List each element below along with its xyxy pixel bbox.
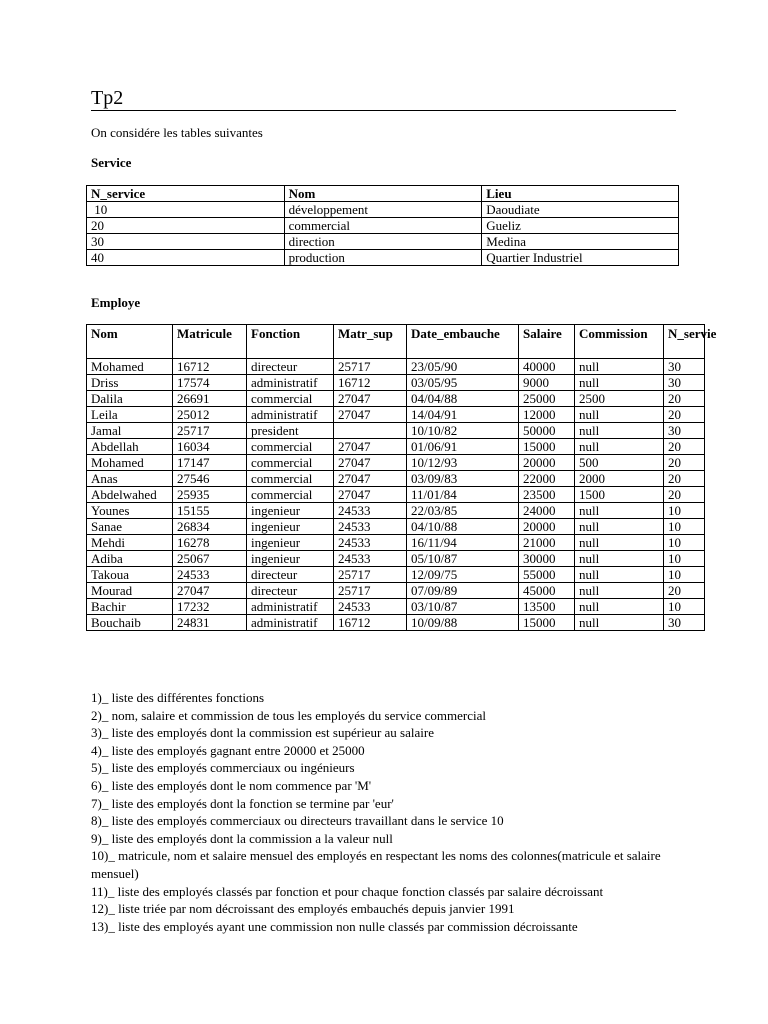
table-cell: 07/09/89: [407, 583, 519, 599]
table-cell: [334, 423, 407, 439]
table-row: [87, 250, 679, 266]
table-cell: 12000: [519, 407, 575, 423]
table-cell: null: [575, 519, 664, 535]
table-cell: 11/01/84: [407, 487, 519, 503]
table-cell: Younes: [87, 503, 173, 519]
table-cell: 20: [664, 407, 705, 423]
list-item: 1)_ liste des différentes fonctions: [91, 690, 265, 705]
table-cell: 20: [664, 471, 705, 487]
table-cell: 16278: [173, 535, 247, 551]
table-row: [87, 234, 679, 250]
table-cell: 16712: [173, 359, 247, 375]
table-cell: Bachir: [87, 599, 173, 615]
table-row: [87, 487, 705, 503]
table-cell: 13500: [519, 599, 575, 615]
table-cell: commercial: [247, 391, 334, 407]
table-cell: null: [575, 375, 664, 391]
table-cell: Daoudiate: [482, 202, 679, 218]
table-cell: 20000: [519, 455, 575, 471]
table-cell: 27047: [334, 439, 407, 455]
service-col-header: Lieu: [482, 186, 679, 202]
table-cell: 10: [664, 599, 705, 615]
table-cell: Mehdi: [87, 535, 173, 551]
table-row: [87, 439, 705, 455]
table-cell: 20: [664, 391, 705, 407]
table-cell: president: [247, 423, 334, 439]
table-cell: 03/05/95: [407, 375, 519, 391]
table-cell: ingenieur: [247, 535, 334, 551]
employe-header-row: [87, 325, 705, 359]
table-cell: null: [575, 423, 664, 439]
table-cell: ingenieur: [247, 503, 334, 519]
table-cell: Takoua: [87, 567, 173, 583]
table-cell: 15155: [173, 503, 247, 519]
table-cell: administratif: [247, 375, 334, 391]
table-cell: Leila: [87, 407, 173, 423]
table-cell: 10/10/82: [407, 423, 519, 439]
table-cell: directeur: [247, 567, 334, 583]
table-cell: 10: [664, 535, 705, 551]
table-row: [87, 503, 705, 519]
table-cell: commercial: [284, 218, 482, 234]
table-cell: 15000: [519, 439, 575, 455]
table-cell: 24831: [173, 615, 247, 631]
list-item: 6)_ liste des employés dont le nom commence par 'M': [91, 777, 372, 793]
table-cell: 20: [664, 583, 705, 599]
table-cell: 17574: [173, 375, 247, 391]
employe-col-header: Fonction: [247, 325, 334, 359]
table-row: [87, 391, 705, 407]
table-cell: direction: [284, 234, 482, 250]
table-row: [87, 551, 705, 567]
table-cell: 04/04/88: [407, 391, 519, 407]
table-cell: 55000: [519, 567, 575, 583]
table-cell: commercial: [247, 455, 334, 471]
table-cell: ingenieur: [247, 551, 334, 567]
employe-table: [86, 324, 717, 631]
table-cell: 10/12/93: [407, 455, 519, 471]
employe-col-header: Matr_sup: [334, 325, 407, 359]
table-cell: Medina: [482, 234, 679, 250]
table-cell: administratif: [247, 407, 334, 423]
table-cell: 24533: [334, 535, 407, 551]
table-cell: 25717: [334, 583, 407, 599]
table-cell: 10: [664, 551, 705, 567]
list-item: 13)_ liste des employés ayant une commission non nulle classés par commission décroissante: [91, 918, 578, 934]
table-row: [87, 455, 705, 471]
table-cell: Gueliz: [482, 218, 679, 234]
table-cell: commercial: [247, 487, 334, 503]
table-cell: 25000: [519, 391, 575, 407]
service-header-row: [87, 186, 679, 202]
intro-text: On considére les tables suivantes: [91, 125, 263, 140]
table-cell: 45000: [519, 583, 575, 599]
table-cell: Mohamed: [87, 359, 173, 375]
table-cell: 20: [664, 487, 705, 503]
table-cell: 17232: [173, 599, 247, 615]
table-row: [87, 375, 705, 391]
table-cell: Abdellah: [87, 439, 173, 455]
table-cell: null: [575, 407, 664, 423]
table-cell: 20: [664, 439, 705, 455]
table-cell: 27546: [173, 471, 247, 487]
table-cell: null: [575, 439, 664, 455]
table-cell: ingenieur: [247, 519, 334, 535]
table-cell: Adiba: [87, 551, 173, 567]
table-cell: Mohamed: [87, 455, 173, 471]
table-cell: 27047: [334, 487, 407, 503]
table-cell: 23500: [519, 487, 575, 503]
table-cell: 03/10/87: [407, 599, 519, 615]
table-cell: Dalila: [87, 391, 173, 407]
table-cell: 40000: [519, 359, 575, 375]
table-cell: 25717: [173, 423, 247, 439]
table-cell: directeur: [247, 359, 334, 375]
table-cell: 500: [575, 455, 664, 471]
table-row: [87, 407, 705, 423]
table-cell: Driss: [87, 375, 173, 391]
table-cell: 1500: [575, 487, 664, 503]
table-cell: 50000: [519, 423, 575, 439]
list-item: 9)_ liste des employés dont la commission a la valeur null: [91, 830, 393, 846]
table-cell: 20: [87, 218, 285, 234]
table-cell: 9000: [519, 375, 575, 391]
table-cell: production: [284, 250, 482, 266]
table-cell: 24533: [334, 503, 407, 519]
table-cell: 24000: [519, 503, 575, 519]
service-col-header: Nom: [284, 186, 482, 202]
table-cell: 27047: [334, 391, 407, 407]
table-cell: null: [575, 583, 664, 599]
table-row: [87, 615, 705, 631]
list-item: 2)_ nom, salaire et commission de tous les employés du service commercial: [91, 707, 486, 723]
table-row: [87, 359, 705, 375]
table-cell: 22/03/85: [407, 503, 519, 519]
table-row: [87, 567, 705, 583]
table-cell: 01/06/91: [407, 439, 519, 455]
table-cell: 20000: [519, 519, 575, 535]
table-cell: 40: [87, 250, 285, 266]
table-cell: 30: [87, 234, 285, 250]
table-row: [87, 423, 705, 439]
table-cell: 23/05/90: [407, 359, 519, 375]
table-cell: Anas: [87, 471, 173, 487]
page-title: Tp2: [91, 86, 676, 111]
table-cell: 30: [664, 615, 705, 631]
table-cell: 24533: [173, 567, 247, 583]
list-item: 4)_ liste des employés gagnant entre 20000 et 25000: [91, 742, 365, 758]
service-heading: Service: [91, 155, 132, 170]
table-cell: 27047: [334, 407, 407, 423]
table-cell: commercial: [247, 471, 334, 487]
employe-col-header: Salaire: [519, 325, 575, 359]
table-cell: Abdelwahed: [87, 487, 173, 503]
table-cell: 16034: [173, 439, 247, 455]
table-cell: 12/09/75: [407, 567, 519, 583]
questions-list: [91, 689, 691, 935]
table-cell: directeur: [247, 583, 334, 599]
table-cell: 27047: [173, 583, 247, 599]
table-cell: 20: [664, 455, 705, 471]
table-row: [87, 218, 679, 234]
table-cell: 22000: [519, 471, 575, 487]
table-cell: 10/09/88: [407, 615, 519, 631]
table-cell: 21000: [519, 535, 575, 551]
table-row: [87, 471, 705, 487]
table-cell: 25935: [173, 487, 247, 503]
table-cell: 27047: [334, 471, 407, 487]
table-cell: 25012: [173, 407, 247, 423]
table-cell: 26691: [173, 391, 247, 407]
employe-col-header: N_servie: [664, 325, 705, 359]
table-cell: Jamal: [87, 423, 173, 439]
table-cell: 2500: [575, 391, 664, 407]
table-cell: 10: [87, 202, 285, 218]
table-cell: null: [575, 567, 664, 583]
table-cell: 10: [664, 503, 705, 519]
table-cell: Quartier Industriel: [482, 250, 679, 266]
table-cell: Mourad: [87, 583, 173, 599]
table-cell: 27047: [334, 455, 407, 471]
list-item: 12)_ liste triée par nom décroissant des employés embauchés depuis janvier 1991: [91, 901, 515, 917]
employe-col-header: Matricule: [173, 325, 247, 359]
list-item: 3)_ liste des employés dont la commission est supérieur au salaire: [91, 725, 434, 741]
table-cell: 30: [664, 423, 705, 439]
employe-heading: Employe: [91, 295, 141, 310]
table-cell: 15000: [519, 615, 575, 631]
employe-col-header: Date_embauche: [407, 325, 519, 359]
list-item: 11)_ liste des employés classés par fonction et pour chaque fonction classés par salaire décroissant: [91, 883, 604, 899]
table-cell: 30000: [519, 551, 575, 567]
table-cell: 16712: [334, 615, 407, 631]
table-cell: 25717: [334, 567, 407, 583]
table-cell: 25067: [173, 551, 247, 567]
table-cell: 17147: [173, 455, 247, 471]
table-cell: administratif: [247, 599, 334, 615]
table-cell: 24533: [334, 599, 407, 615]
table-cell: administratif: [247, 615, 334, 631]
list-item: 5)_ liste des employés commerciaux ou ingénieurs: [91, 760, 355, 776]
table-cell: 16/11/94: [407, 535, 519, 551]
employe-col-header: Commission: [575, 325, 664, 359]
table-row: [87, 535, 705, 551]
table-row: [87, 599, 705, 615]
table-cell: 30: [664, 359, 705, 375]
service-table: [86, 185, 679, 266]
table-cell: 26834: [173, 519, 247, 535]
list-item: 10)_ matricule, nom et salaire mensuel des employés en respectant les noms des colonnes(matricule et salaire mensuel): [91, 848, 661, 881]
table-cell: 05/10/87: [407, 551, 519, 567]
table-cell: 24533: [334, 551, 407, 567]
table-cell: 16712: [334, 375, 407, 391]
table-cell: null: [575, 503, 664, 519]
table-row: [87, 583, 705, 599]
table-cell: 10: [664, 567, 705, 583]
table-cell: null: [575, 359, 664, 375]
table-cell: null: [575, 535, 664, 551]
table-cell: 03/09/83: [407, 471, 519, 487]
table-cell: commercial: [247, 439, 334, 455]
list-item: 8)_ liste des employés commerciaux ou directeurs travaillant dans le service 10: [91, 813, 504, 829]
table-cell: développement: [284, 202, 482, 218]
table-cell: 04/10/88: [407, 519, 519, 535]
table-cell: null: [575, 551, 664, 567]
table-row: [87, 519, 705, 535]
employe-col-header: Nom: [87, 325, 173, 359]
table-cell: Sanae: [87, 519, 173, 535]
table-cell: 2000: [575, 471, 664, 487]
table-cell: 30: [664, 375, 705, 391]
service-col-header: N_service: [87, 186, 285, 202]
table-cell: 10: [664, 519, 705, 535]
table-cell: 25717: [334, 359, 407, 375]
table-cell: 24533: [334, 519, 407, 535]
table-cell: null: [575, 599, 664, 615]
table-cell: 14/04/91: [407, 407, 519, 423]
list-item: 7)_ liste des employés dont la fonction se termine par 'eur': [91, 795, 394, 811]
table-cell: Bouchaib: [87, 615, 173, 631]
table-cell: null: [575, 615, 664, 631]
table-row: [87, 202, 679, 218]
